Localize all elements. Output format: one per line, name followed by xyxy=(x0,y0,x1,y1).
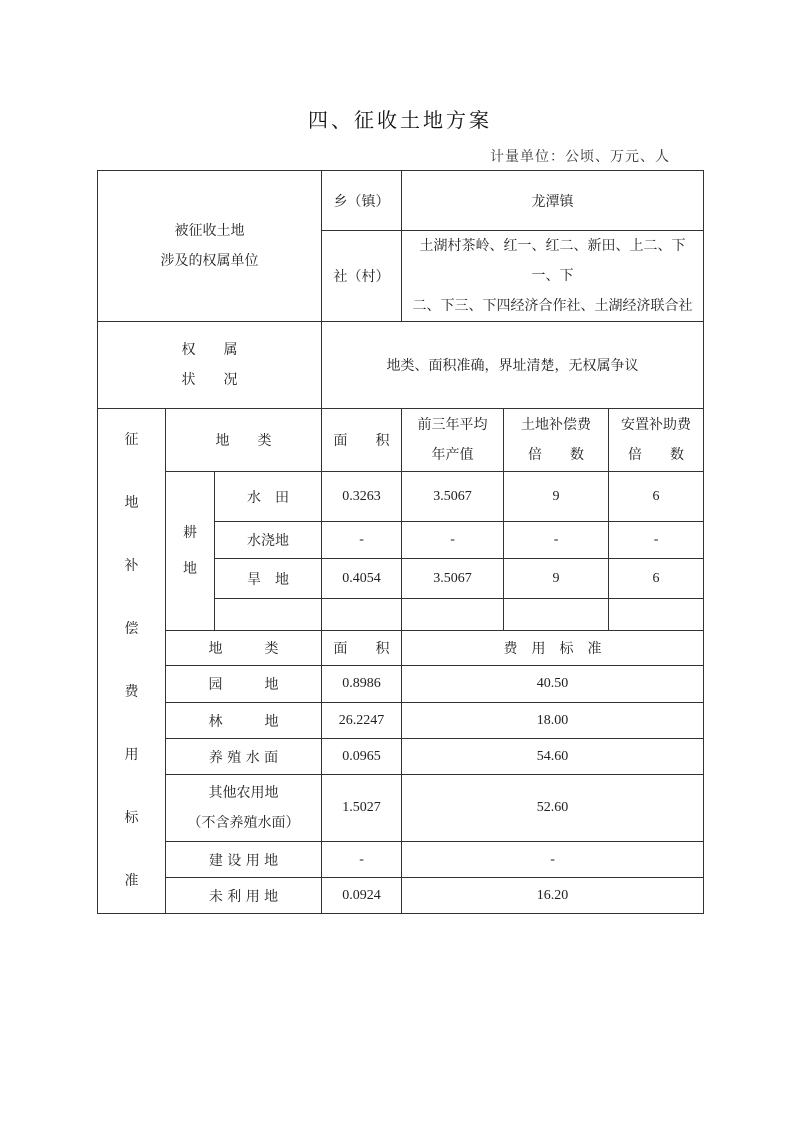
standard-cell: 40.50 xyxy=(402,666,704,703)
avg-output-cell: 3.5067 xyxy=(402,559,504,599)
village-label: 社（村） xyxy=(322,231,402,322)
header2-standard: 费 用 标 准 xyxy=(402,631,704,666)
land-type-cell: 园 地 xyxy=(166,666,322,703)
standard-cell: 16.20 xyxy=(402,878,704,914)
resettle-multiple-cell: 6 xyxy=(609,472,704,522)
resettle-multiple-cell: 6 xyxy=(609,559,704,599)
resettle-multiple-cell xyxy=(609,599,704,631)
ownership-units-label: 被征收土地 涉及的权属单位 xyxy=(98,171,322,322)
area-cell: 0.4054 xyxy=(322,559,402,599)
area-cell: - xyxy=(322,842,402,878)
land-type-cell: 其他农用地 （不含养殖水面） xyxy=(166,775,322,842)
resettle-multiple-cell: - xyxy=(609,522,704,559)
table-row xyxy=(98,842,704,878)
table-row xyxy=(98,703,704,739)
cultivated-label: 耕 地 xyxy=(166,472,215,631)
standard-cell: 18.00 xyxy=(402,703,704,739)
unit-note: 计量单位：公顷、万元、人 xyxy=(490,149,670,165)
area-cell: 0.3263 xyxy=(322,472,402,522)
land-multiple-cell xyxy=(504,599,609,631)
table-row xyxy=(98,878,704,914)
land-type-cell: 养 殖 水 面 xyxy=(166,739,322,775)
standard-cell: 52.60 xyxy=(402,775,704,842)
header-land-comp-multiple: 土地补偿费 倍 数 xyxy=(504,409,609,472)
land-type-cell: 旱 地 xyxy=(215,559,322,599)
ownership-status-value: 地类、面积准确，界址清楚，无权属争议 xyxy=(322,322,704,409)
land-multiple-cell: 9 xyxy=(504,472,609,522)
avg-output-cell: 3.5067 xyxy=(402,472,504,522)
table-row xyxy=(98,739,704,775)
header2-area: 面 积 xyxy=(322,631,402,666)
land-type-cell: 水 田 xyxy=(215,472,322,522)
town-label: 乡（镇） xyxy=(322,171,402,231)
area-cell: 0.0924 xyxy=(322,878,402,914)
land-multiple-cell: 9 xyxy=(504,559,609,599)
table-row xyxy=(98,775,704,842)
town-value: 龙潭镇 xyxy=(402,171,704,231)
standard-cell: - xyxy=(402,842,704,878)
header-resettle-multiple: 安置补助费 倍 数 xyxy=(609,409,704,472)
land-type-cell: 林 地 xyxy=(166,703,322,739)
land-multiple-cell: - xyxy=(504,522,609,559)
area-cell xyxy=(322,599,402,631)
avg-output-cell xyxy=(402,599,504,631)
table-row xyxy=(98,472,704,522)
table-row xyxy=(98,666,704,703)
land-type-cell xyxy=(215,599,322,631)
ownership-status-label: 权 属 状 况 xyxy=(98,322,322,409)
avg-output-cell: - xyxy=(402,522,504,559)
compensation-side-label: 征 地 补 偿 费 用 标 准 xyxy=(98,409,166,914)
header-avg-output: 前三年平均 年产值 xyxy=(402,409,504,472)
land-acquisition-table xyxy=(97,170,704,914)
header-area: 面 积 xyxy=(322,409,402,472)
land-type-cell: 水浇地 xyxy=(215,522,322,559)
header-land-type: 地 类 xyxy=(166,409,322,472)
page-title: 四、征收土地方案 xyxy=(308,108,492,132)
land-type-cell: 建 设 用 地 xyxy=(166,842,322,878)
land-type-cell: 未 利 用 地 xyxy=(166,878,322,914)
header2-land-type: 地 类 xyxy=(166,631,322,666)
area-cell: 1.5027 xyxy=(322,775,402,842)
standard-cell: 54.60 xyxy=(402,739,704,775)
area-cell: 0.8986 xyxy=(322,666,402,703)
area-cell: 0.0965 xyxy=(322,739,402,775)
village-value: 土湖村茶岭、红一、红二、新田、上二、下一、下 二、下三、下四经济合作社、土湖经济联合社 xyxy=(402,231,704,322)
area-cell: - xyxy=(322,522,402,559)
area-cell: 26.2247 xyxy=(322,703,402,739)
